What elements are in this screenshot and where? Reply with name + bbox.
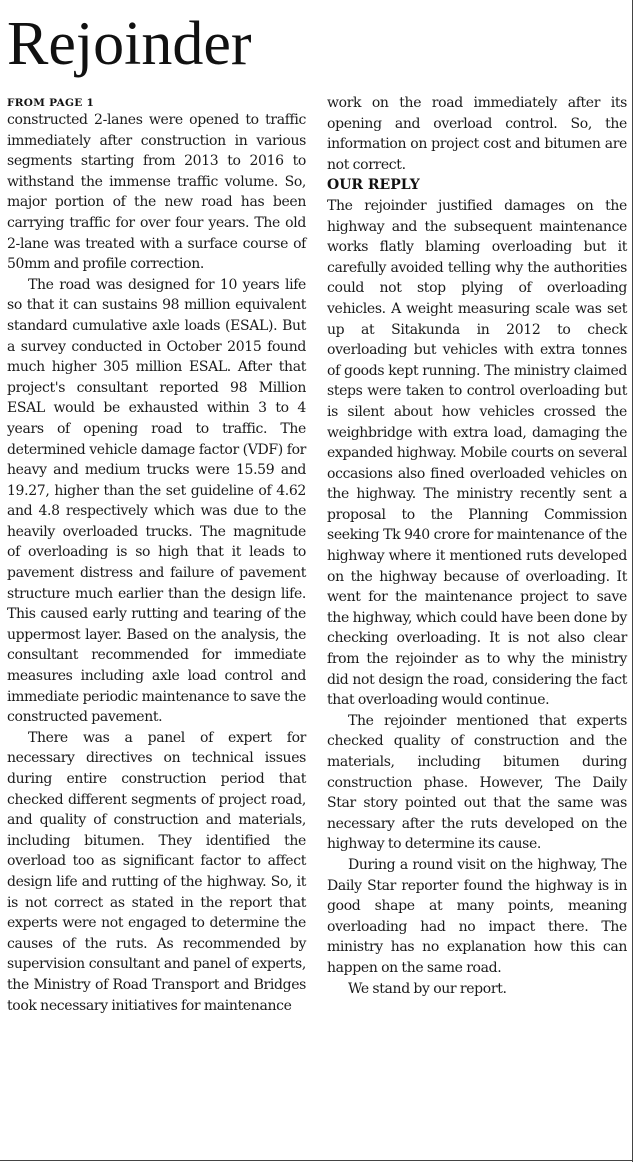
paragraph: constructed 2-lanes were opened to traffic immediately after construction in various segments starting from 2013 to 2016 to withstand the immense traffic volume. So, major portion of the new road has been carrying traffic for over four years. The old 2-lane was treated with a surface course of 50mm and profile correction. [7,112,306,273]
bottom-rule [0,1160,633,1161]
subhead-our-reply: OUR REPLY [327,177,420,194]
paragraph-continuation: work on the road immediately after its opening and overload control. So, the information on project cost and bitumen are not correct. [327,95,627,173]
left-column [7,96,306,1016]
paragraph: The road was designed for 10 years life so that it can sustains 98 million equivalent standard cumulative axle loads (ESAL). But a survey conducted in October 2015 found much higher 305 million ESAL. After that project's consultant reported 98 Million ESAL would be exhausted within 3 to 4 years of opening road to traffic. The determined vehicle damage factor (VDF) for heavy and medium trucks were 15.59 and 19.27, higher than the set guideline of 4.62 and 4.8 respectively which was due to the heavily overloaded trucks. The magnitude of overloading is so high that it leads to pavement distress and failure of pavement structure much earlier than the design life. This caused early rutting and tearing of the uppermost layer. Based on the analysis, the consultant recommended for immediate measures including axle load control and immediate periodic maintenance to save the constructed pavement. [7,276,306,726]
headline: Rejoinder [7,10,252,78]
paragraph-closing: We stand by our report. [348,980,507,997]
paragraph: During a round visit on the highway, The Daily Star reporter found the highway is in good shape at many points, meaning overloading had no impact there. The ministry has no explanation how this can happen on the same road. [327,856,627,976]
paragraph: The rejoinder justified damages on the highway and the subsequent maintenance works flatly blaming overloading but it carefully avoided telling why the authorities could not stop plying of overloading vehicles. A weight measuring scale was set up at Sitakunda in 2012 to check overloading but vehicles with extra tonnes of goods kept running. The ministry claimed steps were taken to control overloading but is silent about how vehicles crossed the weighbridge with extra load, damaging the expanded highway. Mobile courts on several occasions also fined overloaded vehicles on the highway. The ministry recently sent a proposal to the Planning Commission seeking Tk 940 crore for maintenance of the highway where it mentioned ruts developed on the highway because of overloading. It went for the maintenance project to save the highway, which could have been done by checking overloading. It is not also clear from the rejoinder as to why the ministry did not design the road, considering the fact that overloading would continue. [327,197,627,709]
paragraph: There was a panel of expert for necessary directives on technical issues during entire construction period that checked different segments of project road, and quality of construction and materials, including bitumen. They identified the overload too as significant factor to affect design life and rutting of the highway. So, it is not correct as stated in the report that experts were not engaged to determine the causes of the ruts. As recommended by supervision consultant and panel of experts, the Ministry of Road Transport and Bridges took necessary initiatives for maintenance [7,729,306,1014]
paragraph: The rejoinder mentioned that experts checked quality of construction and the materials, including bitumen during construction phase. However, The Daily Star story pointed out that the same was necessary after the ruts developed on the highway to determine its cause. [327,712,627,853]
right-column [327,93,627,999]
kicker-from-page-1: FROM PAGE 1 [7,97,95,109]
column-rule-right [632,0,633,1162]
